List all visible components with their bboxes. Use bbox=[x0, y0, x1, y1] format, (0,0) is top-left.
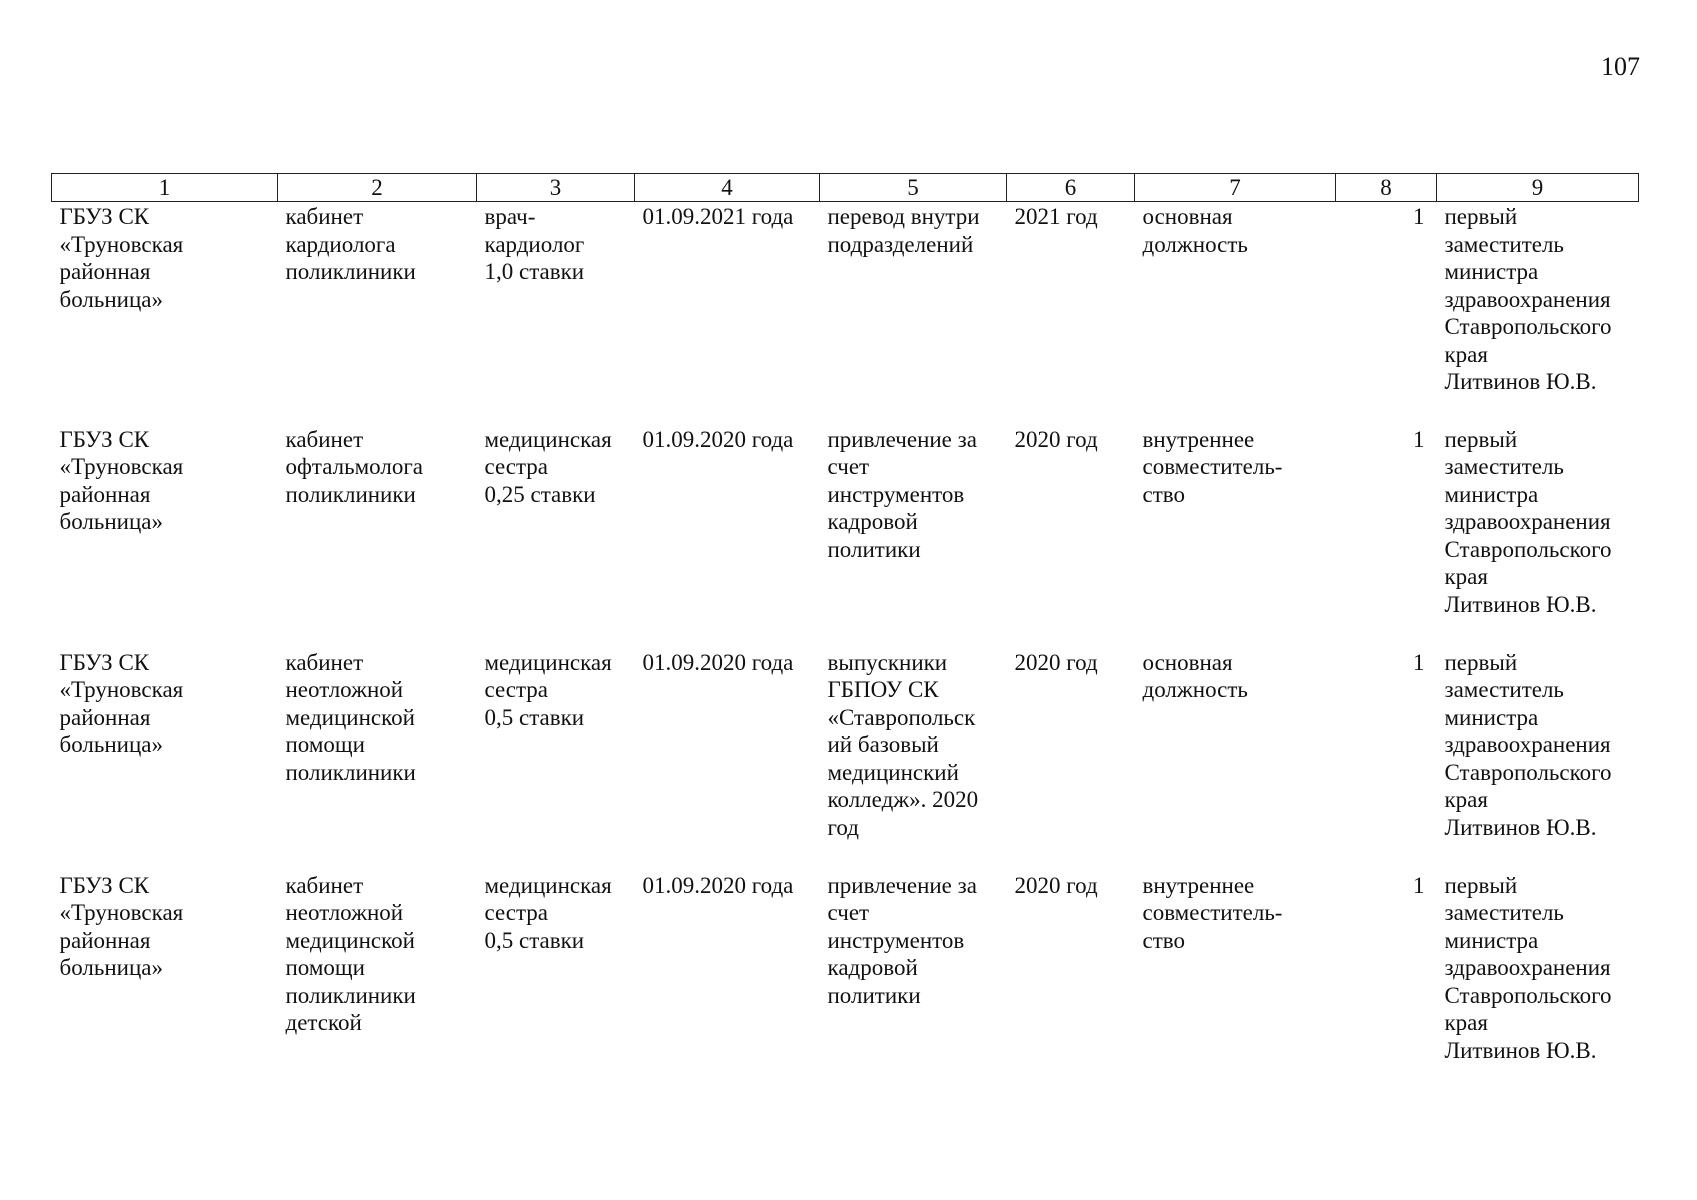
cell-line: 1 bbox=[1413, 872, 1425, 898]
cell-line: Ставропольского bbox=[1444, 314, 1612, 339]
cell-line: инструментов bbox=[827, 481, 965, 507]
count-cell bbox=[1336, 202, 1437, 425]
cell-line: Литвинов Ю.В. bbox=[1444, 814, 1597, 840]
table-row bbox=[52, 425, 1639, 648]
cell-line: привлечение за bbox=[827, 872, 977, 898]
cell-line: «Труновская bbox=[59, 900, 184, 925]
source-cell bbox=[820, 871, 1007, 1094]
cell-line: медицинская bbox=[484, 426, 612, 452]
cell-line: края bbox=[1444, 1010, 1488, 1035]
cell-line: 2020 год bbox=[1014, 649, 1098, 675]
cell-line: больница» bbox=[59, 955, 163, 980]
cell-line: привлечение за bbox=[827, 426, 977, 452]
cell-line: «Ставропольск bbox=[827, 704, 976, 730]
cell-line: подразделений bbox=[827, 231, 974, 257]
position-cell bbox=[477, 425, 635, 648]
source-cell bbox=[820, 202, 1007, 425]
cell-line: политики bbox=[827, 982, 921, 1008]
cell-line: заместитель bbox=[1444, 900, 1564, 925]
cell-line: ство bbox=[1142, 927, 1185, 953]
cell-line: неотложной bbox=[285, 900, 404, 925]
cell-line: первый bbox=[1444, 649, 1518, 675]
cell-line: первый bbox=[1444, 872, 1518, 898]
cell-line: счет bbox=[827, 454, 870, 479]
cell-line: основная bbox=[1142, 204, 1233, 229]
cell-line: совместитель- bbox=[1142, 454, 1283, 479]
cell-line: помощи bbox=[285, 732, 365, 757]
cell-line: кабинет bbox=[285, 204, 364, 229]
column-header: 1 bbox=[52, 174, 278, 202]
employment-type-cell bbox=[1135, 202, 1336, 425]
year-cell bbox=[1007, 871, 1135, 1094]
count-cell bbox=[1336, 648, 1437, 871]
cell-line: ГБУЗ СК bbox=[59, 204, 150, 229]
position-cell bbox=[477, 202, 635, 425]
cell-line: 01.09.2020 года bbox=[642, 872, 794, 898]
cell-line: больница» bbox=[59, 286, 163, 312]
cell-line: Ставропольского bbox=[1444, 759, 1612, 785]
cell-line: 01.09.2021 года bbox=[642, 204, 794, 229]
cell-line: кардиолога bbox=[285, 231, 396, 257]
cell-line: помощи bbox=[285, 955, 365, 980]
department-cell bbox=[278, 425, 477, 648]
organization-cell bbox=[52, 648, 278, 871]
responsible-cell bbox=[1437, 871, 1639, 1094]
page-number: 107 bbox=[1601, 52, 1640, 81]
organization-cell bbox=[52, 871, 278, 1094]
cell-line: сестра bbox=[484, 677, 549, 702]
column-header: 6 bbox=[1007, 174, 1135, 202]
cell-line: перевод внутри bbox=[827, 204, 980, 229]
organization-cell bbox=[52, 202, 278, 425]
year-cell bbox=[1007, 202, 1135, 425]
cell-line: 1 bbox=[1413, 426, 1425, 452]
cell-line: офтальмолога bbox=[285, 454, 423, 479]
cell-line: министра bbox=[1444, 481, 1539, 507]
cell-line: 0,5 ставки bbox=[484, 927, 585, 953]
cell-line: 2020 год bbox=[1014, 426, 1098, 452]
cell-line: медицинская bbox=[484, 649, 612, 675]
column-header: 3 bbox=[477, 174, 635, 202]
cell-line: внутреннее bbox=[1142, 872, 1255, 898]
cell-line: первый bbox=[1444, 426, 1518, 452]
count-cell bbox=[1336, 425, 1437, 648]
cell-line: 1 bbox=[1413, 204, 1425, 229]
cell-line: ГБУЗ СК bbox=[59, 426, 150, 452]
year-cell bbox=[1007, 425, 1135, 648]
cell-line: совместитель- bbox=[1142, 900, 1283, 925]
table-row bbox=[52, 202, 1639, 425]
date-cell bbox=[635, 871, 820, 1094]
cell-line: 0,5 ставки bbox=[484, 704, 585, 730]
position-cell bbox=[477, 871, 635, 1094]
table-body bbox=[52, 202, 1639, 1094]
cell-line: больница» bbox=[59, 509, 163, 534]
date-cell bbox=[635, 648, 820, 871]
cell-line: края bbox=[1444, 341, 1488, 367]
year-cell bbox=[1007, 648, 1135, 871]
column-header: 8 bbox=[1336, 174, 1437, 202]
cell-line: Ставропольского bbox=[1444, 982, 1612, 1008]
date-cell bbox=[635, 202, 820, 425]
cell-line: ий базовый bbox=[827, 732, 939, 757]
cell-line: инструментов bbox=[827, 927, 965, 953]
cell-line: кадровой bbox=[827, 955, 918, 980]
cell-line: кабинет bbox=[285, 872, 364, 898]
cell-line: здравоохранения bbox=[1444, 286, 1611, 312]
department-cell bbox=[278, 871, 477, 1094]
cell-line: края bbox=[1444, 564, 1488, 589]
cell-line: заместитель bbox=[1444, 454, 1564, 479]
column-header: 9 bbox=[1437, 174, 1639, 202]
cell-line: ГБУЗ СК bbox=[59, 649, 150, 675]
cell-line: медицинская bbox=[484, 872, 612, 898]
cell-line: кардиолог bbox=[484, 231, 585, 257]
cell-line: поликлиники bbox=[285, 982, 416, 1008]
table-row bbox=[52, 648, 1639, 871]
cell-line: поликлиники bbox=[285, 481, 416, 507]
responsible-cell bbox=[1437, 648, 1639, 871]
cell-line: сестра bbox=[484, 900, 549, 925]
cell-line: ГБПОУ СК bbox=[827, 677, 939, 702]
cell-line: здравоохранения bbox=[1444, 509, 1611, 534]
cell-line: должность bbox=[1142, 677, 1248, 702]
cell-line: Литвинов Ю.В. bbox=[1444, 369, 1597, 394]
source-cell bbox=[820, 648, 1007, 871]
cell-line: края bbox=[1444, 787, 1488, 812]
cell-line: заместитель bbox=[1444, 677, 1564, 702]
cell-line: Литвинов Ю.В. bbox=[1444, 1037, 1597, 1063]
cell-line: ГБУЗ СК bbox=[59, 872, 150, 898]
cell-line: должность bbox=[1142, 231, 1248, 257]
column-header: 4 bbox=[635, 174, 820, 202]
cell-line: основная bbox=[1142, 649, 1233, 675]
cell-line: министра bbox=[1444, 259, 1539, 284]
column-header: 5 bbox=[820, 174, 1007, 202]
cell-line: 01.09.2020 года bbox=[642, 649, 794, 675]
cell-line: поликлиники bbox=[285, 759, 416, 785]
table-row bbox=[52, 871, 1639, 1094]
employment-type-cell bbox=[1135, 871, 1336, 1094]
cell-line: год bbox=[827, 814, 859, 840]
cell-line: районная bbox=[59, 927, 151, 953]
cell-line: 01.09.2020 года bbox=[642, 426, 794, 452]
staffing-table bbox=[51, 173, 1639, 1094]
cell-line: детской bbox=[285, 1010, 362, 1035]
cell-line: здравоохранения bbox=[1444, 955, 1611, 980]
cell-line: здравоохранения bbox=[1444, 732, 1611, 757]
column-header: 2 bbox=[278, 174, 477, 202]
cell-line: кабинет bbox=[285, 649, 364, 675]
cell-line: поликлиники bbox=[285, 259, 416, 284]
cell-line: первый bbox=[1444, 204, 1518, 229]
cell-line: кабинет bbox=[285, 426, 364, 452]
cell-line: «Труновская bbox=[59, 231, 184, 257]
employment-type-cell bbox=[1135, 425, 1336, 648]
cell-line: неотложной bbox=[285, 677, 404, 702]
responsible-cell bbox=[1437, 202, 1639, 425]
cell-line: министра bbox=[1444, 704, 1539, 730]
cell-line: районная bbox=[59, 259, 151, 284]
count-cell bbox=[1336, 871, 1437, 1094]
cell-line: счет bbox=[827, 900, 870, 925]
cell-line: Ставропольского bbox=[1444, 536, 1612, 562]
department-cell bbox=[278, 202, 477, 425]
department-cell bbox=[278, 648, 477, 871]
cell-line: министра bbox=[1444, 927, 1539, 953]
organization-cell bbox=[52, 425, 278, 648]
cell-line: районная bbox=[59, 481, 151, 507]
cell-line: сестра bbox=[484, 454, 549, 479]
date-cell bbox=[635, 425, 820, 648]
cell-line: выпускники bbox=[827, 649, 948, 675]
cell-line: кадровой bbox=[827, 509, 918, 534]
cell-line: внутреннее bbox=[1142, 426, 1255, 452]
cell-line: медицинский bbox=[827, 759, 959, 785]
cell-line: «Труновская bbox=[59, 454, 184, 479]
cell-line: «Труновская bbox=[59, 677, 184, 702]
cell-line: политики bbox=[827, 536, 921, 562]
cell-line: 2021 год bbox=[1014, 204, 1098, 229]
cell-line: ство bbox=[1142, 481, 1185, 507]
cell-line: колледж». 2020 bbox=[827, 787, 979, 812]
cell-line: больница» bbox=[59, 732, 163, 757]
column-number-row bbox=[52, 174, 1639, 202]
cell-line: врач- bbox=[484, 204, 536, 229]
cell-line: 1 bbox=[1413, 649, 1425, 675]
employment-type-cell bbox=[1135, 648, 1336, 871]
cell-line: медицинской bbox=[285, 927, 415, 953]
responsible-cell bbox=[1437, 425, 1639, 648]
cell-line: медицинской bbox=[285, 704, 415, 730]
cell-line: районная bbox=[59, 704, 151, 730]
column-header: 7 bbox=[1135, 174, 1336, 202]
cell-line: Литвинов Ю.В. bbox=[1444, 591, 1597, 617]
cell-line: 2020 год bbox=[1014, 872, 1098, 898]
cell-line: 0,25 ставки bbox=[484, 481, 596, 507]
cell-line: 1,0 ставки bbox=[484, 259, 585, 284]
position-cell bbox=[477, 648, 635, 871]
source-cell bbox=[820, 425, 1007, 648]
cell-line: заместитель bbox=[1444, 231, 1564, 257]
